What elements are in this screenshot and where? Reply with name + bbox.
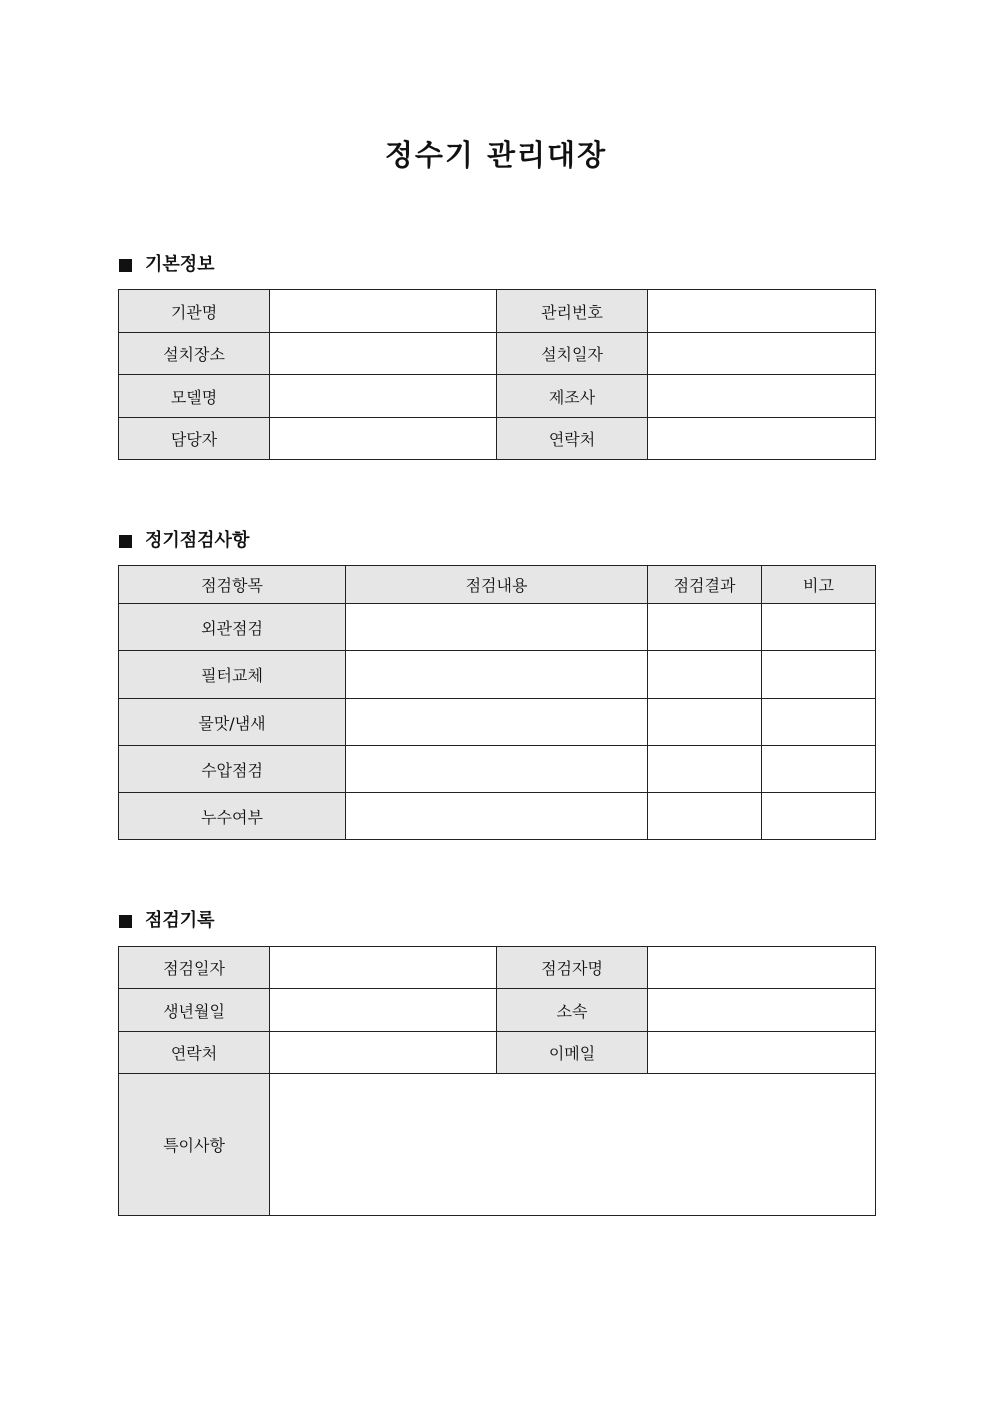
result-cell[interactable] (648, 793, 762, 840)
table-row (119, 793, 876, 840)
section-heading-record (119, 909, 215, 933)
remarks-cell[interactable] (762, 604, 876, 651)
label-cell: 생년월일 (119, 989, 270, 1032)
remarks-cell[interactable] (762, 793, 876, 840)
table-row (119, 604, 876, 651)
content-cell[interactable] (346, 746, 648, 793)
column-header: 비고 (762, 566, 876, 604)
table-row (119, 333, 876, 375)
section-title: 정기점검사항 (145, 530, 250, 551)
label-cell: 점검일자 (119, 947, 270, 989)
section-title: 점검기록 (145, 910, 215, 931)
item-label-cell: 물맛/냄새 (119, 699, 346, 746)
label-cell: 모델명 (119, 375, 270, 418)
column-header: 점검결과 (648, 566, 762, 604)
notes-cell[interactable] (270, 1074, 876, 1216)
value-cell[interactable] (270, 418, 497, 460)
value-cell[interactable] (648, 1032, 876, 1074)
square-bullet-icon (119, 259, 132, 272)
section-heading-inspection (119, 529, 249, 553)
table-row (119, 418, 876, 460)
item-label-cell: 외관점검 (119, 604, 346, 651)
remarks-cell[interactable] (762, 651, 876, 699)
notes-label-cell: 특이사항 (119, 1074, 270, 1216)
label-cell: 담당자 (119, 418, 270, 460)
record-table (118, 946, 876, 1216)
result-cell[interactable] (648, 604, 762, 651)
item-label-cell: 수압점검 (119, 746, 346, 793)
value-cell[interactable] (648, 989, 876, 1032)
value-cell[interactable] (270, 290, 497, 333)
remarks-cell[interactable] (762, 699, 876, 746)
content-cell[interactable] (346, 699, 648, 746)
value-cell[interactable] (648, 290, 876, 333)
value-cell[interactable] (648, 375, 876, 418)
result-cell[interactable] (648, 699, 762, 746)
section-heading-basic-info (119, 253, 215, 277)
value-cell[interactable] (648, 947, 876, 989)
value-cell[interactable] (648, 418, 876, 460)
label-cell: 관리번호 (497, 290, 648, 333)
table-row (119, 699, 876, 746)
value-cell[interactable] (270, 989, 497, 1032)
label-cell: 점검자명 (497, 947, 648, 989)
value-cell[interactable] (270, 947, 497, 989)
label-cell: 기관명 (119, 290, 270, 333)
remarks-cell[interactable] (762, 746, 876, 793)
label-cell: 연락처 (497, 418, 648, 460)
table-row (119, 290, 876, 333)
table-row (119, 1032, 876, 1074)
basic-info-table (118, 289, 876, 460)
value-cell[interactable] (270, 375, 497, 418)
result-cell[interactable] (648, 651, 762, 699)
content-cell[interactable] (346, 604, 648, 651)
item-label-cell: 필터교체 (119, 651, 346, 699)
label-cell: 소속 (497, 989, 648, 1032)
item-label-cell: 누수여부 (119, 793, 346, 840)
section-title: 기본정보 (145, 254, 215, 275)
content-cell[interactable] (346, 651, 648, 699)
result-cell[interactable] (648, 746, 762, 793)
square-bullet-icon (119, 915, 132, 928)
label-cell: 설치장소 (119, 333, 270, 375)
page-title: 정수기 관리대장 (384, 138, 608, 172)
table-row (119, 989, 876, 1032)
square-bullet-icon (119, 535, 132, 548)
table-row (119, 947, 876, 989)
value-cell[interactable] (270, 333, 497, 375)
label-cell: 설치일자 (497, 333, 648, 375)
label-cell: 제조사 (497, 375, 648, 418)
table-row (119, 375, 876, 418)
label-cell: 이메일 (497, 1032, 648, 1074)
column-header: 점검내용 (346, 566, 648, 604)
content-cell[interactable] (346, 793, 648, 840)
value-cell[interactable] (270, 1032, 497, 1074)
table-row (119, 746, 876, 793)
column-header: 점검항목 (119, 566, 346, 604)
table-header-row (119, 566, 876, 604)
table-row (119, 651, 876, 699)
inspection-table (118, 565, 876, 840)
table-row (119, 1074, 876, 1216)
label-cell: 연락처 (119, 1032, 270, 1074)
value-cell[interactable] (648, 333, 876, 375)
